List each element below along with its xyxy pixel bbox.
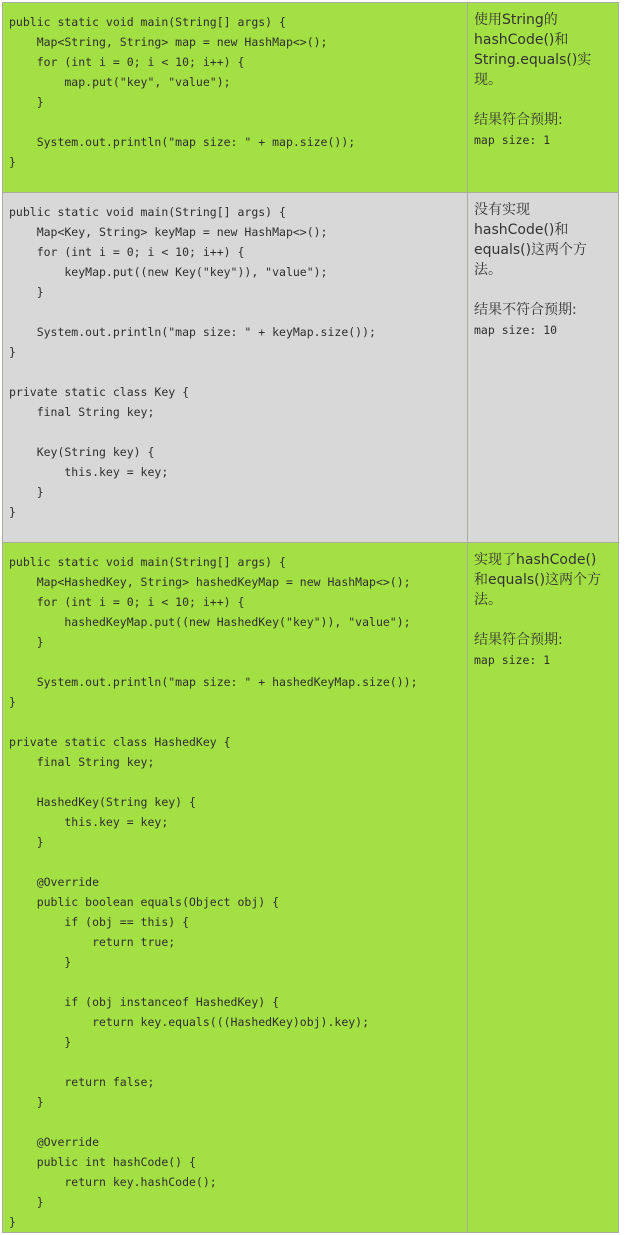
note-cell [468, 543, 619, 1233]
output-text: map size: 1 [474, 133, 551, 147]
result-label: 结果符合预期: [474, 632, 563, 648]
table-row [3, 193, 619, 543]
description-text: 使用String的 hashCode()和 String.equals()实 现。 [474, 12, 592, 88]
comparison-table [2, 2, 619, 1233]
code-block: public static void main(String[] args) { Map<HashedKey, String> hashedKeyMap = new HashMap<>(); for (int i = 0; i < 10; i++) { hashedKeyMap.put((new HashedKey("key")), "value"); } System.out.println("map size: " + hashedKeyMap.size()); } private static class HashedKey { final String key; HashedKey(String key) { this.key = key; } @Override public boolean equals(Object obj) { if (obj == this) { return true; } if (obj instanceof HashedKey) { return key.equals(((HashedKey)obj).key); } return false; } @Override public int hashCode() { return key.hashCode(); } } [9, 555, 418, 1229]
code-cell [3, 3, 468, 193]
note-cell [468, 3, 619, 193]
result-label: 结果符合预期: [474, 112, 563, 128]
code-block: public static void main(String[] args) { Map<String, String> map = new HashMap<>(); for (int i = 0; i < 10; i++) { map.put("key", "value"); } System.out.println("map size: " + map.size()); } [9, 15, 356, 169]
result-label: 结果不符合预期: [474, 302, 577, 318]
table-row [3, 3, 619, 193]
description-text: 实现了hashCode() 和equals()这两个方 法。 [474, 552, 602, 608]
description-text: 没有实现 hashCode()和 equals()这两个方 法。 [474, 202, 588, 278]
code-cell [3, 193, 468, 543]
code-cell [3, 543, 468, 1233]
output-text: map size: 1 [474, 653, 551, 667]
table-row [3, 543, 619, 1233]
output-text: map size: 10 [474, 323, 558, 337]
note-cell [468, 193, 619, 543]
code-block: public static void main(String[] args) { Map<Key, String> keyMap = new HashMap<>(); for (int i = 0; i < 10; i++) { keyMap.put((new Key("key")), "value"); } System.out.println("map size: " + keyMap.size()); } private static class Key { final String key; Key(String key) { this.key = key; } } [9, 205, 376, 519]
